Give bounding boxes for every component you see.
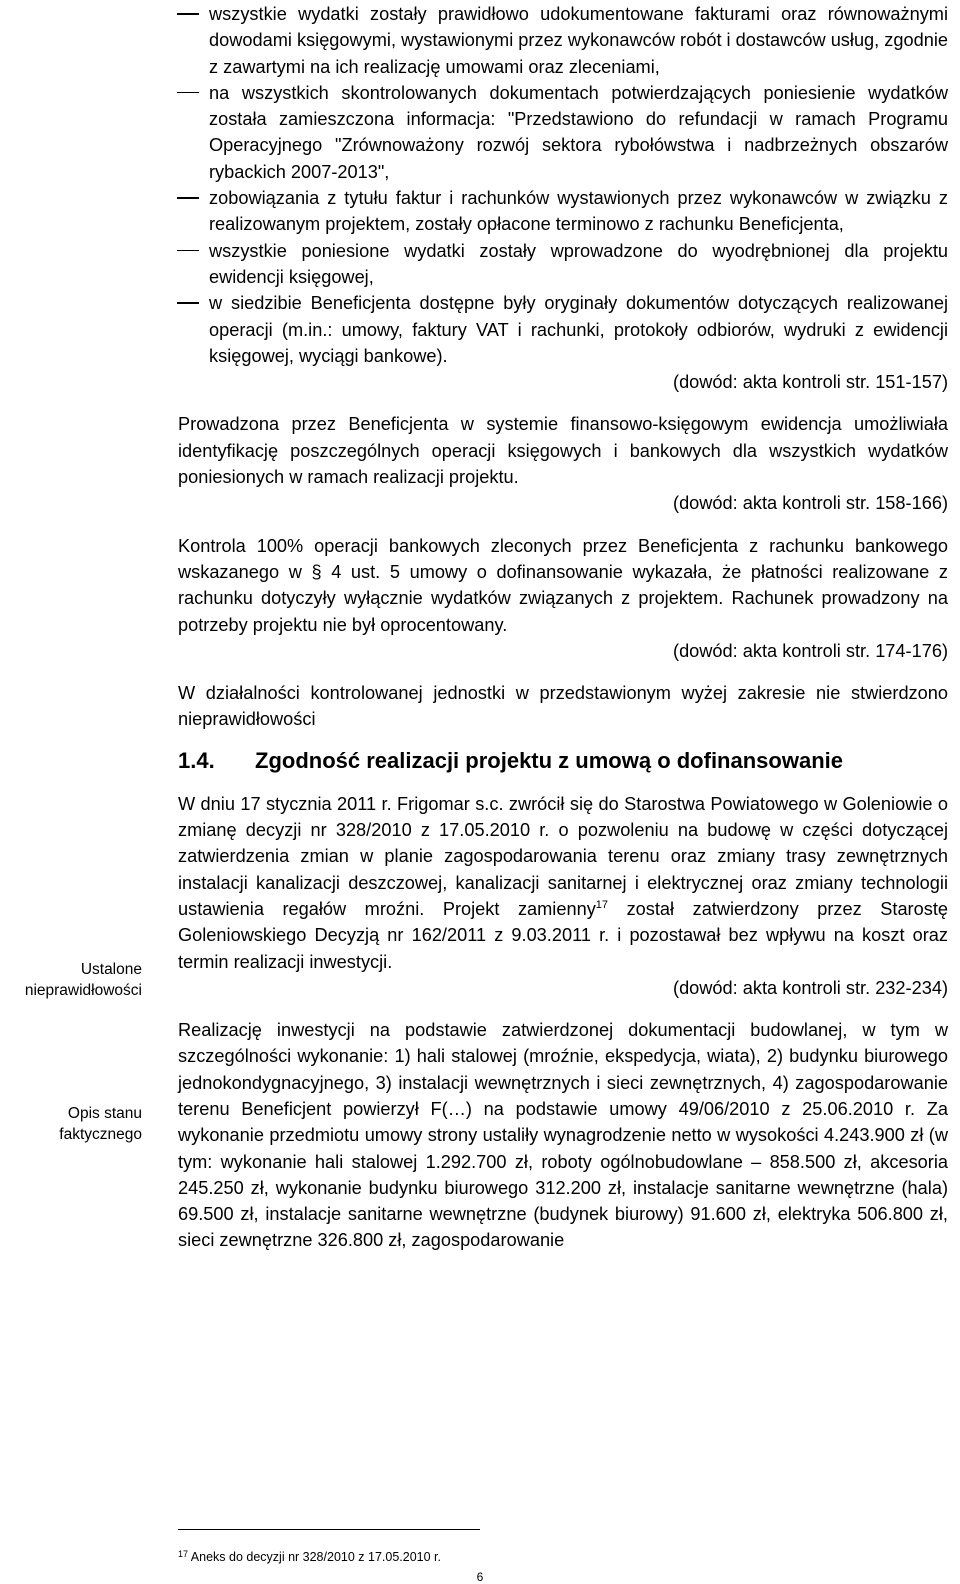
evidence-note: (dowód: akta kontroli str. 151-157) — [673, 372, 948, 393]
dash-bullet-icon — [177, 13, 199, 15]
dash-bullet-icon — [177, 92, 199, 94]
section-heading — [178, 747, 948, 775]
paragraph-kontrola: Kontrola 100% operacji bankowych zleconych przez Beneficjenta z rachunku bankowego wskazanego w § 4 ust. 5 umowy o dofinansowanie wykazała, że płatności realizowane z rachunku dotyczyły wyłącznie wydatków związanych z projektem. Rachunek prowadzony na potrzeby projektu nie był oprocentowany. — [178, 535, 948, 635]
paragraph-nieprawidlowosci: W działalności kontrolowanej jednostki w przedstawionym wyżej zakresie nie stwierdzono nieprawidłowości — [178, 683, 948, 730]
bullet-item — [178, 290, 948, 369]
page-number: 6 — [476, 1570, 484, 1584]
paragraph-decyzja: W dniu 17 stycznia 2011 r. Frigomar s.c. zwrócił się do Starostwa Powiatowego w Goleniowie o zmianę decyzji nr 328/2010 z 17.05.2010 r. o pozwoleniu na budowę w części dotyczącej zatwierdzenia zmian w planie zagospodarowania terenu oraz zmiany trasy zewnętrznych instalacji kanalizacji deszczowej, kanalizacji sanitarnej i elektrycznej oraz zmiany technologii ustawienia regałów mroźni. Projekt zamienny$^{17}$ został zatwierdzony przez Starostę Goleniowskiego Decyzją nr 162/2011 z 9.03.2011 r. i pozostawał bez wpływu na koszt oraz termin realizacji inwestycji. — [178, 793, 948, 972]
section-title: Zgodność realizacji projektu z umową o dofinansowanie — [255, 747, 843, 773]
bullet-text: w siedzibie Beneficjenta dostępne były oryginały dokumentów dotyczących realizowanej operacji (m.in.: umowy, faktury VAT i rachunki, protokoły odbiorów, wydruki z ewidencji księgowej, wyciągi bankowe). — [209, 293, 948, 366]
bullet-text: zobowiązania z tytułu faktur i rachunków wystawionych przez wykonawców w związku z realizowanym projektem, zostały opłacone terminowo z rachunku Beneficjenta, — [209, 188, 948, 235]
footnote — [178, 1550, 441, 1565]
section-number: 1.4. — [178, 747, 215, 773]
evidence-note: (dowód: akta kontroli str. 158-166) — [673, 493, 948, 514]
bullet-text: na wszystkich skontrolowanych dokumentach potwierdzających poniesienie wydatków została zamieszczona informacja: "Przedstawiono do refundacji w ramach Programu Operacyjnego "Zrównoważony rozwój sektora rybołówstwa i nadbrzeżnych obszarów rybackich 2007-2013", — [209, 82, 948, 182]
bullet-text: wszystkie wydatki zostały prawidłowo udokumentowane fakturami oraz równoważnymi dowodami księgowymi, wystawionymi przez wykonawców robót i dostawców usług, zgodnie z zawartymi na ich realizację umowami oraz zleceniami, — [209, 4, 948, 77]
footnote-number: 17 — [178, 1549, 189, 1559]
bullet-text: wszystkie poniesione wydatki zostały wprowadzone do wyodrębnionej dla projektu ewidencji księgowej, — [209, 240, 948, 287]
evidence-note: (dowód: akta kontroli str. 174-176) — [673, 640, 948, 661]
bullet-item — [178, 1, 948, 80]
side-label-ustalone: Ustalone nieprawidłowości — [24, 961, 142, 999]
footnote-divider — [178, 1529, 480, 1530]
bullet-item — [178, 238, 948, 291]
footnote-text: Aneks do decyzji nr 328/2010 z 17.05.2010 r. — [188, 1550, 441, 1564]
bullet-item — [178, 80, 948, 185]
footnote-ref: 17 — [595, 898, 609, 911]
dash-bullet-icon — [177, 302, 199, 304]
paragraph-ewidencja: Prowadzona przez Beneficjenta w systemie finansowo-księgowym ewidencja umożliwiała identyfikację poszczególnych operacji księgowych i bankowych dla wszystkich wydatków poniesionych w ramach realizacji projektu. — [178, 414, 948, 488]
dash-bullet-icon — [177, 197, 199, 199]
evidence-note: (dowód: akta kontroli str. 232-234) — [673, 977, 948, 998]
main-content — [178, 0, 948, 1254]
side-label-opis: Opis stanu faktycznego — [59, 1105, 142, 1143]
dash-bullet-icon — [177, 250, 199, 252]
bullet-item — [178, 185, 948, 238]
paragraph-realizacja: Realizację inwestycji na podstawie zatwierdzonej dokumentacji budowlanej, w tym w szczególności wykonanie: 1) hali stalowej (mroźnie, ekspedycja, wiata), 2) budynku biurowego jednokondygnacyjnego, 3) instalacji wewnętrznych i sieci zewnętrznych, 4) zagospodarowanie terenu Beneficjent powierzył F(…) na podstawie umowy 49/06/2010 z 25.06.2010 r. Za wykonanie przedmiotu umowy strony ustaliły wynagrodzenie netto w wysokości 4.243.900 zł (w tym: wykonanie hali stalowej 1.292.700 zł, roboty ogólnobudowlane – 858.500 zł, akcesoria 245.250 zł, wykonanie budynku biurowego 312.200 zł, instalacje sanitarne wewnętrzne (hala) 69.500 zł, instalacje sanitarne wewnętrzne (budynek biurowy) 91.600 zł, elektryka 506.800 zł, sieci zewnętrzne 326.800 zł, zagospodarowanie — [178, 1020, 948, 1251]
